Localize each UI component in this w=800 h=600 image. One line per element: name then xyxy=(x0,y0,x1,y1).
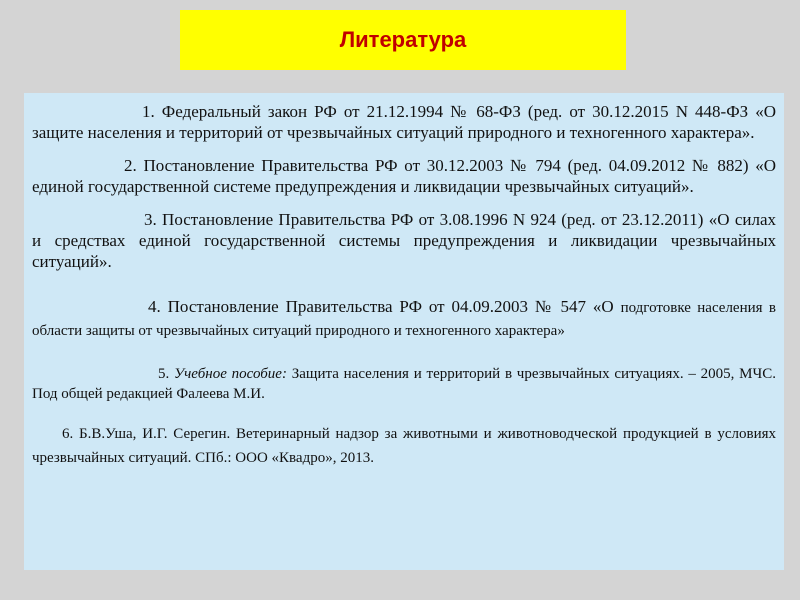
reference-item-5-text: Защита населения и территорий в чрезвычайных ситуациях. – 2005, МЧС. Под общей редакцией Фалеева М.И. xyxy=(32,366,777,402)
reference-item-3: 3. Постановление Правительства РФ от 3.08.1996 N 924 (ред. от 23.12.2011) «О силах и средствах единой государственной системы предупреждения и ликвидации чрезвычайных ситуаций». xyxy=(32,210,776,271)
reference-item-5-label: Учебное пособие: xyxy=(174,366,287,382)
reference-item-6: 6. Б.В.Уша, И.Г. Серегин. Ветеринарный надзор за животными и животноводческой продукцией в условиях чрезвычайных ситуаций. СПб.: ООО «Квадро», 2013. xyxy=(32,426,776,466)
references-panel xyxy=(24,93,784,570)
reference-item-4-rest: подготовке населения в области защиты от чрезвычайных ситуаций природного и техногенного характера» xyxy=(32,300,777,339)
title-banner xyxy=(180,10,626,70)
reference-item-5-number: 5. xyxy=(158,366,170,382)
page-title: Литература xyxy=(339,27,467,52)
reference-item-1: 1. Федеральный закон РФ от 21.12.1994 № 68-ФЗ (ред. от 30.12.2015 N 448-ФЗ «О защите населения и территорий от чрезвычайных ситуаций природного и техногенного характера». xyxy=(32,102,776,142)
reference-item-4 xyxy=(32,296,776,342)
reference-item-5 xyxy=(32,364,776,404)
reference-item-2: 2. Постановление Правительства РФ от 30.12.2003 № 794 (ред. 04.09.2012 № 882) «О единой государственной системе предупреждения и ликвидации чрезвычайных ситуаций». xyxy=(32,156,776,196)
reference-item-4-lead: 4. Постановление Правительства РФ от 04.09.2003 № 547 «О xyxy=(148,297,614,316)
